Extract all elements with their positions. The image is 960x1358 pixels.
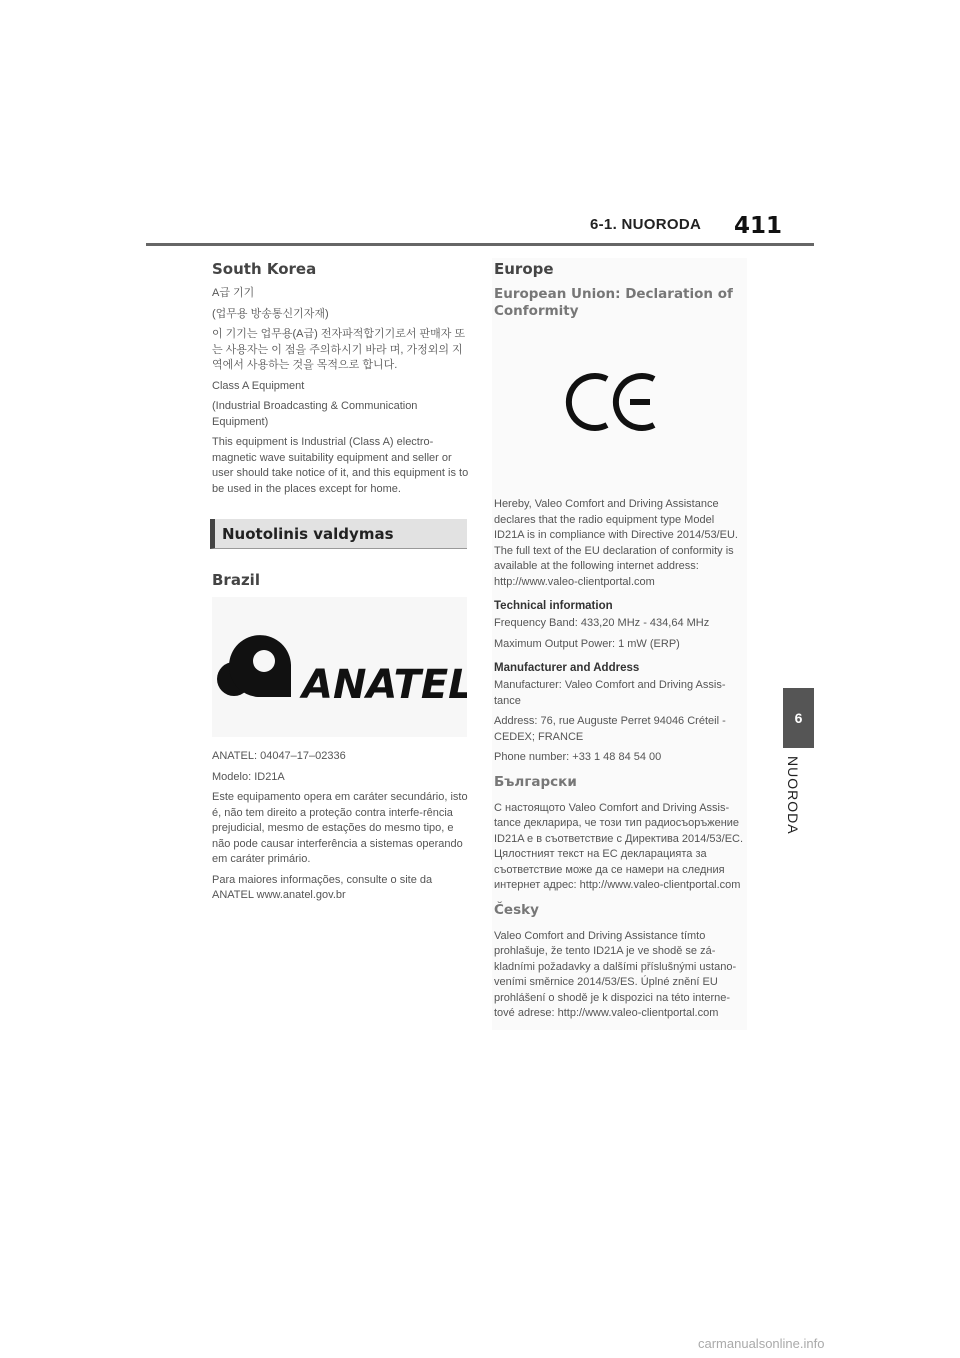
phone-number: Phone number: +33 1 48 84 54 00 — [494, 751, 662, 763]
brazil-line: Este equipamento opera em caráter secundário, isto é, não tem direito a proteção contra interfe-rência prejudicial, mesmo de estações do mesmo tipo, e não pode causar interferência a sistemas operando em caráter primário. — [212, 791, 468, 865]
europe-section — [494, 260, 747, 766]
south-korea-section — [212, 260, 469, 497]
korea-line: A급 기기 — [212, 287, 255, 299]
right-column — [492, 258, 747, 1030]
ce-mark-icon — [494, 330, 749, 485]
output-power: Maximum Output Power: 1 mW (ERP) — [494, 637, 680, 650]
bulgarian-text: С настоящото Valeo Comfort and Driving Assis-tance декларира, че този тип радиосъоръжение ID21A е в съответствие с Директива 2014/53/ЕС. Цялостният текст на ЕС декларацията за съответствие може да се намери на следния интернет адрес: http://www.valeo-clientportal.com — [494, 801, 744, 891]
korea-line: Class A Equipment — [212, 379, 305, 392]
czech-section — [494, 902, 747, 1022]
brazil-line: Modelo: ID21A — [212, 770, 285, 783]
brazil-heading: Brazil — [212, 571, 260, 589]
eu-intro: Hereby, Valeo Comfort and Driving Assistance declares that the radio equipment type Model ID21A is in compliance with Directive 2014/53/EU. The full text of the EU declaration of conformity is available at the following internet address: http://www.valeo-clientportal.com — [494, 498, 738, 588]
bulgarian-heading: Български — [494, 773, 577, 790]
korea-line: 이 기기는 업무용(A급) 전자파적합기기로서 판매자 또는 사용자는 이 점을 주의하시기 바라 며, 가정외의 지역에서 사용하는 것을 목적으로 합니다. — [212, 328, 466, 371]
technical-info-heading: Technical information — [494, 600, 613, 612]
address: Address: 76, rue Auguste Perret 94046 Créteil - CEDEX; FRANCE — [494, 715, 726, 743]
europe-heading: Europe — [494, 260, 554, 278]
left-column — [212, 258, 469, 909]
frequency-band: Frequency Band: 433,20 MHz - 434,64 MHz — [494, 617, 710, 629]
highlight-heading: Nuotolinis valdymas — [222, 525, 394, 543]
page-number: 411 — [734, 213, 783, 239]
anatel-logo-icon — [212, 597, 467, 737]
ce-mark — [494, 330, 749, 485]
chapter-side-label: NUORODA — [785, 756, 801, 835]
eu-declaration-heading: European Union: Declaration of Conformity — [494, 286, 733, 319]
anatel-logo — [212, 597, 467, 737]
brazil-line: Para maiores informações, consulte o site da ANATEL www.anatel.gov.br — [212, 873, 433, 901]
footer-watermark: carmanualsonline.info — [698, 1336, 825, 1351]
bulgarian-section — [494, 774, 747, 894]
czech-text: Valeo Comfort and Driving Assistance tímto prohlašuje, že tento ID21A je ve shodě se zá-kladními požadavky a dalšími příslušnými ustano-veními směrnice 2014/53/ES. Úplné znění EU prohlášení o shodě je k dispozici na této interne-tové adrese: http://www.valeo-clientportal.com — [494, 929, 737, 1019]
header-divider — [146, 243, 814, 246]
brazil-section — [212, 571, 469, 904]
manufacturer-heading: Manufacturer and Address — [494, 662, 640, 674]
chapter-tab[interactable]: 6 — [783, 688, 814, 748]
anatel-logo-text: ANATEL — [302, 662, 467, 708]
czech-heading: Česky — [494, 901, 539, 918]
korea-line: This equipment is Industrial (Class A) electro-magnetic wave suitability equipment and seller or user should take notice of it, and this equipment is to be used in the places except for home. — [212, 436, 469, 495]
korea-line: (Industrial Broadcasting & Communication Equipment) — [212, 400, 418, 428]
section-title: 6-1. NUORODA — [590, 216, 702, 233]
highlight-heading-box — [210, 519, 467, 549]
korea-line: (업무용 방송통신기자재) — [212, 307, 329, 320]
south-korea-heading: South Korea — [212, 260, 317, 278]
manufacturer: Manufacturer: Valeo Comfort and Driving Assis-tance — [494, 679, 726, 707]
brazil-line: ANATEL: 04047–17–02336 — [212, 750, 346, 762]
